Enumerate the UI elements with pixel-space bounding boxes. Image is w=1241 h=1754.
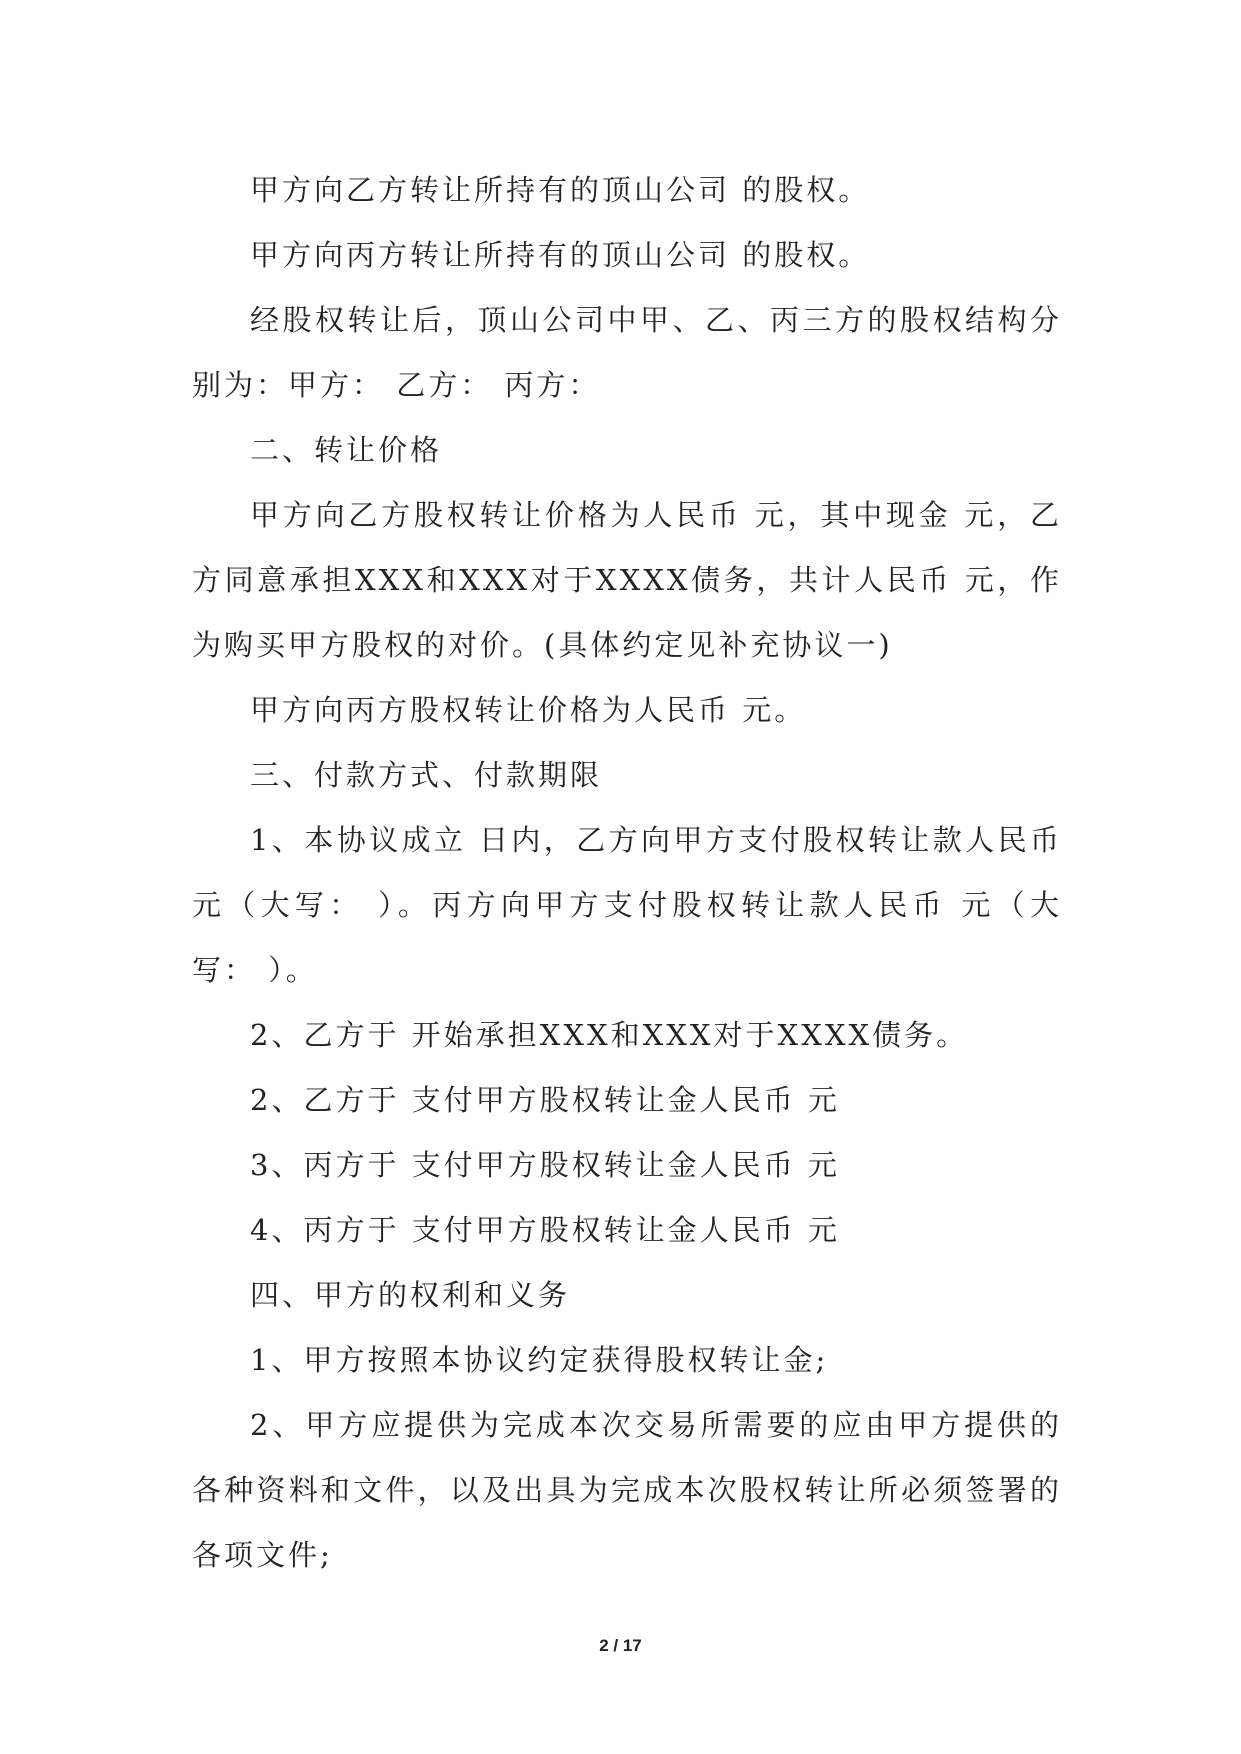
paragraph: 甲方向丙方转让所持有的顶山公司 的股权。: [250, 238, 871, 272]
section-heading: 三、付款方式、付款期限: [250, 758, 603, 792]
paragraph: 2、乙方于 支付甲方股权转让金人民币 元: [250, 1083, 840, 1117]
section-heading: 二、转让价格: [250, 433, 443, 467]
page-number: 2 / 17: [599, 1636, 642, 1655]
paragraph: 甲方向丙方股权转让价格为人民币 元。: [250, 693, 807, 727]
paragraph: 1、本协议成立 日内，乙方向甲方支付股权转让款人民币 元（大写： ）。丙方向甲方支付股权转让款人民币 元（大写： ）。: [192, 823, 1062, 987]
section-heading: 四、甲方的权利和义务: [250, 1278, 571, 1312]
paragraph: 3、丙方于 支付甲方股权转让金人民币 元: [250, 1148, 840, 1182]
paragraph: 4、丙方于 支付甲方股权转让金人民币 元: [250, 1213, 840, 1247]
paragraph: 1、甲方按照本协议约定获得股权转让金;: [250, 1343, 829, 1377]
paragraph: 经股权转让后，顶山公司中甲、乙、丙三方的股权结构分别为：甲方： 乙方： 丙方：: [192, 303, 1062, 402]
document-body: [192, 158, 1062, 1588]
paragraph: 甲方向乙方转让所持有的顶山公司 的股权。: [250, 173, 871, 207]
paragraph: 甲方向乙方股权转让价格为人民币 元，其中现金 元，乙方同意承担XXX和XXX对于XXXX债务，共计人民币 元，作为购买甲方股权的对价。(具体约定见补充协议一): [192, 498, 1062, 662]
paragraph: 2、乙方于 开始承担XXX和XXX对于XXXX债务。: [250, 1018, 969, 1052]
paragraph: 2、甲方应提供为完成本次交易所需要的应由甲方提供的各种资料和文件，以及出具为完成本次股权转让所必须签署的各项文件;: [192, 1408, 1062, 1572]
